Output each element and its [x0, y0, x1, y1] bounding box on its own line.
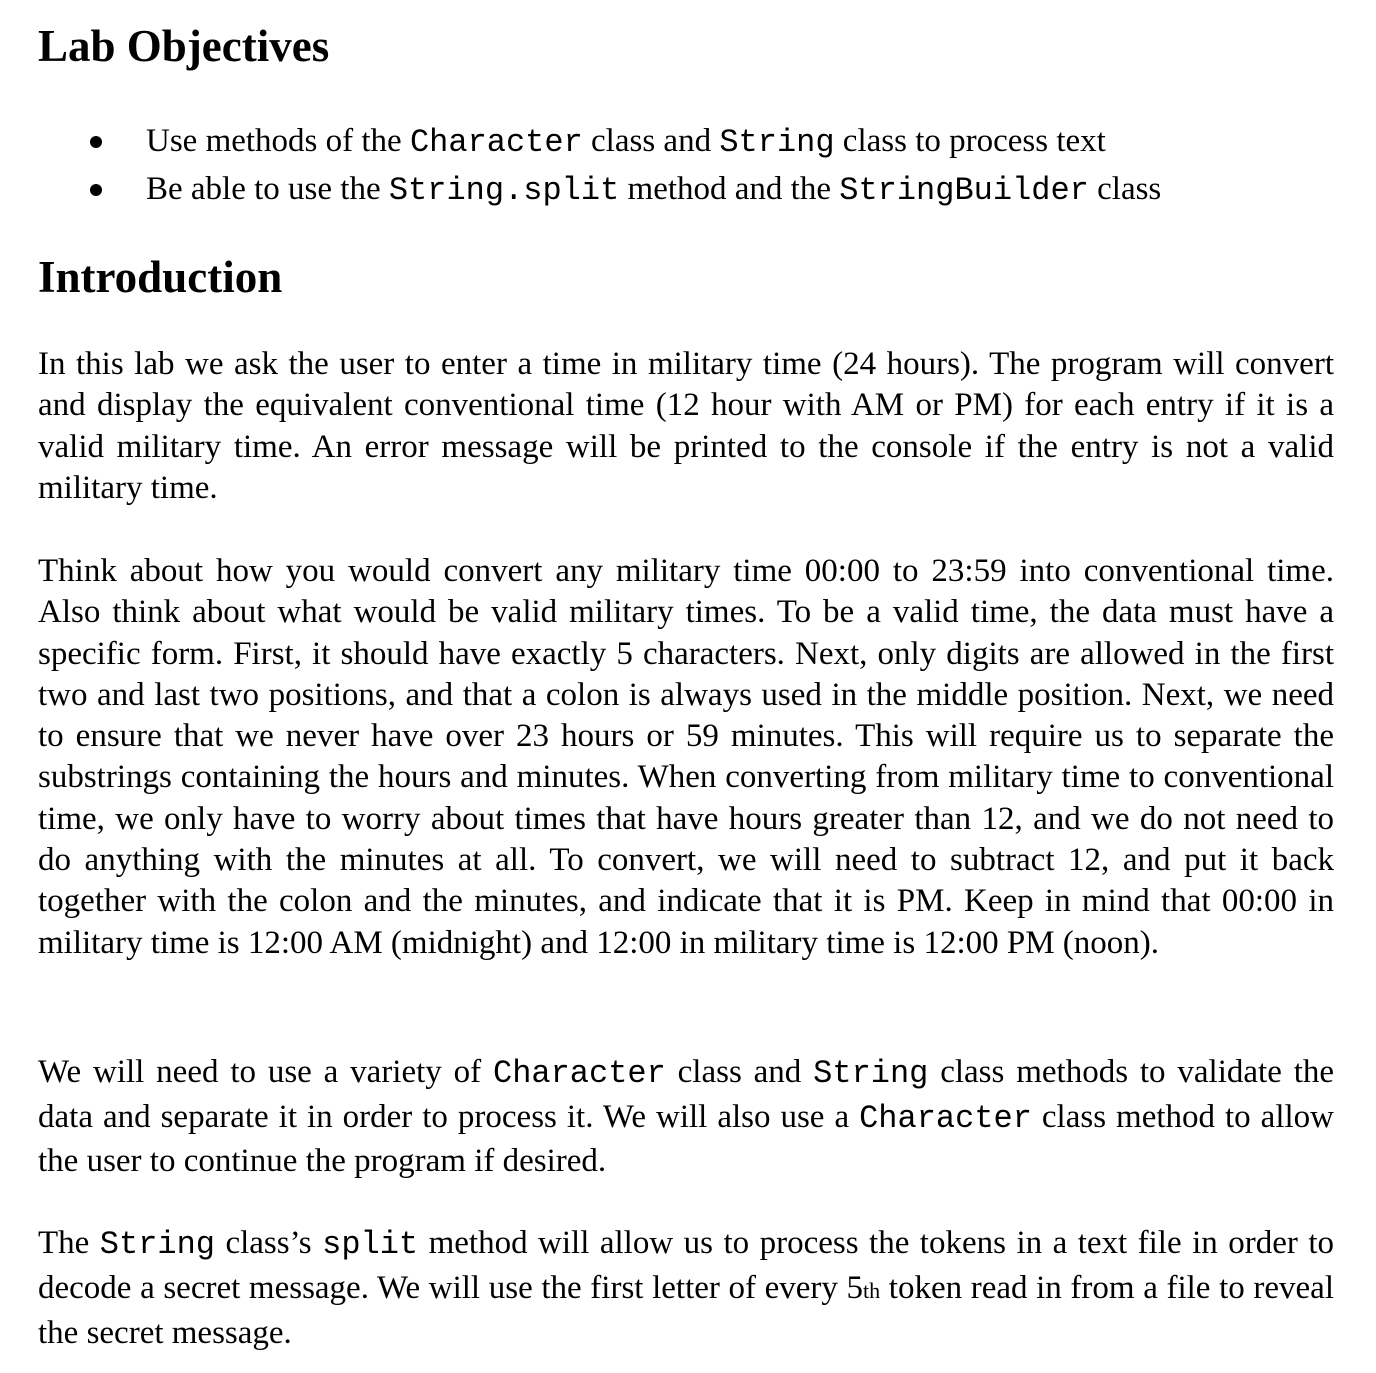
paragraph-text: class and: [665, 1054, 814, 1090]
paragraph-text: class method to allow the user to continue the program if desired.: [38, 1098, 1334, 1179]
code-term: Character: [492, 1055, 666, 1092]
objective-item: [38, 166, 1334, 214]
paragraph-text: class methods to validate the data and separate it in order to process it. We will also use a: [38, 1054, 1335, 1135]
intro-paragraph-4: [38, 1222, 1334, 1355]
objective-text: class and: [582, 123, 720, 159]
bullet-icon: [90, 184, 102, 196]
paragraph-text: The: [38, 1225, 100, 1261]
introduction-heading: Introduction: [38, 252, 283, 302]
paragraph-text: method will allow us to process the tokens in a text file in order to decode a secret message. We will use the first letter of every 5: [38, 1225, 1334, 1306]
objectives-list: [38, 118, 1334, 214]
paragraph-text: We will need to use a variety of: [38, 1054, 493, 1090]
code-term: StringBuilder: [839, 172, 1089, 209]
code-term: String.split: [388, 172, 620, 209]
objective-text: Use methods of the: [146, 123, 410, 159]
code-term: String: [813, 1055, 929, 1092]
intro-paragraph-1: In this lab we ask the user to enter a time in military time (24 hours). The program will convert and display the equivalent conventional time (12 hour with AM or PM) for each entry if it is a valid military time. An error message will be printed to the console if the entry is not a valid military time.: [38, 346, 1334, 506]
lab-objectives-heading: Lab Objectives: [38, 21, 330, 71]
bullet-icon: [90, 136, 102, 148]
code-term: Character: [409, 124, 583, 161]
ordinal-suffix: th: [863, 1277, 881, 1303]
objective-item: [38, 118, 1334, 166]
intro-paragraph-3: [38, 1051, 1334, 1184]
objective-text: class to process text: [834, 123, 1106, 159]
paragraph-text: class’s: [215, 1225, 323, 1261]
intro-paragraph-2: Think about how you would convert any military time 00:00 to 23:59 into conventional time. Also think about what would be valid military times. To be a valid time, the data must have a specific form. First, it should have exactly 5 characters. Next, only digits are allowed in the first two and last two positions, and that a colon is always used in the middle position. Next, we need to ensure that we never have over 23 hours or 59 minutes. This will require us to separate the substrings containing the hours and minutes. When converting from military time to conventional time, we only have to worry about times that have hours greater than 12, and we do not need to do anything with the minutes at all. To convert, we will need to subtract 12, and put it back together with the colon and the minutes, and indicate that it is PM. Keep in mind that 00:00 in military time is 12:00 AM (midnight) and 12:00 in military time is 12:00 PM (noon).: [38, 553, 1334, 961]
code-term: String: [99, 1226, 215, 1263]
objective-text: method and the: [619, 171, 840, 207]
code-term: Character: [859, 1099, 1032, 1137]
code-term: split: [322, 1226, 419, 1263]
code-term: String: [719, 124, 835, 161]
objective-text: Be able to use the: [146, 171, 389, 207]
paragraph-text: token read in from a file to reveal the secret message.: [38, 1269, 1334, 1351]
objective-text: class: [1088, 171, 1162, 207]
